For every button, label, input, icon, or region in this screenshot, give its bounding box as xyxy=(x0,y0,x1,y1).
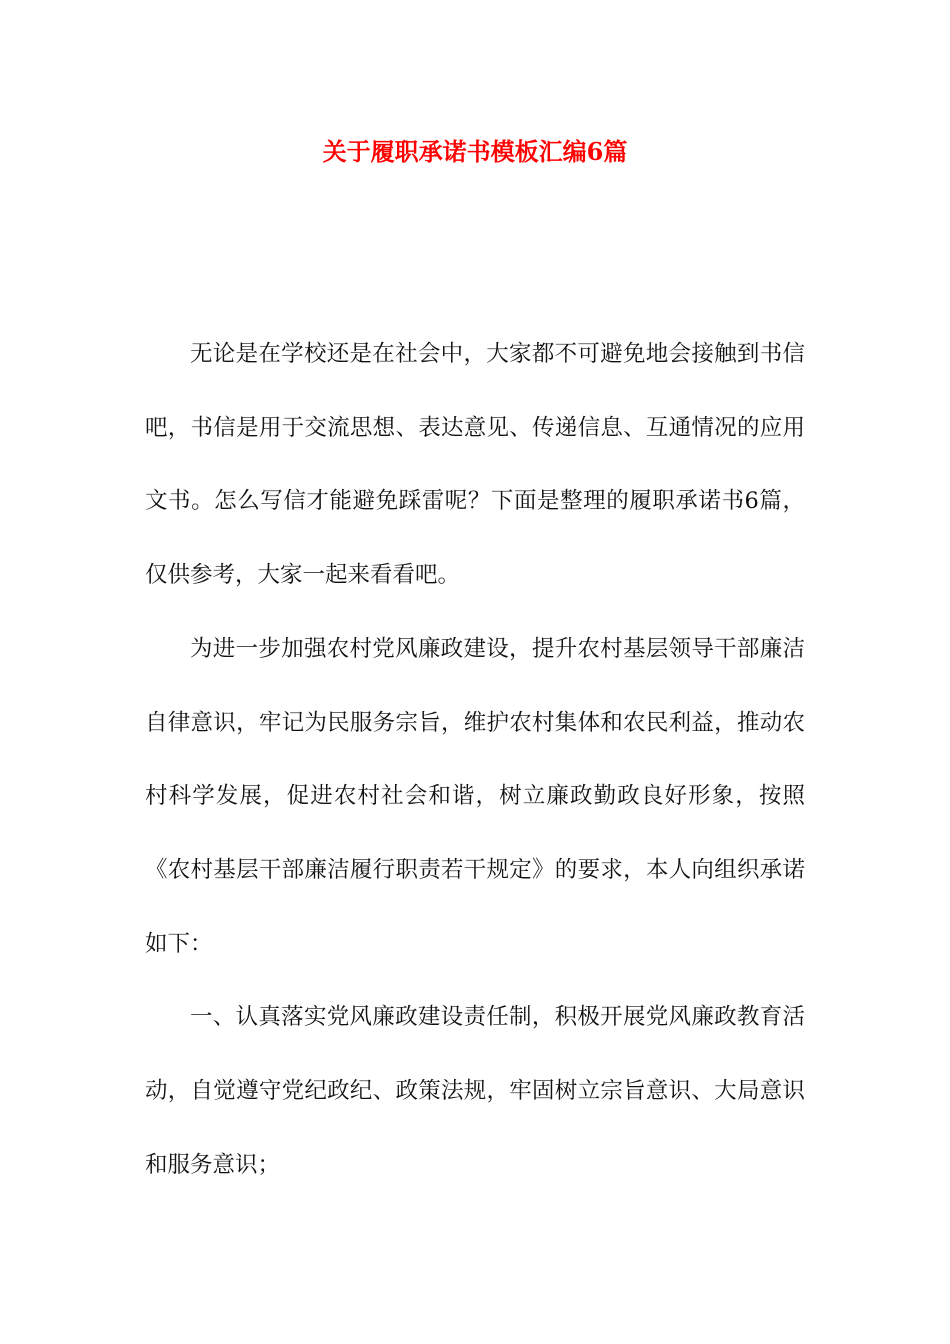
document-body xyxy=(145,318,805,1202)
paragraph-commitment-1: 一、认真落实党风廉政建设责任制，积极开展党风廉政教育活动，自觉遵守党纪政纪、政策法规，牢固树立宗旨意识、大局意识和服务意识； xyxy=(145,1004,805,1178)
paragraph-intro: 无论是在学校还是在社会中，大家都不可避免地会接触到书信吧，书信是用于交流思想、表达意见、传递信息、互通情况的应用文书。怎么写信才能避免踩雷呢？下面是整理的履职承诺书6篇，仅供参考，大家一起来看看吧。 xyxy=(145,341,805,589)
document-title: 关于履职承诺书模板汇编6篇 xyxy=(322,137,628,166)
paragraph-purpose: 为进一步加强农村党风廉政建设，提升农村基层领导干部廉洁自律意识，牢记为民服务宗旨，维护农村集体和农民利益，推动农村科学发展，促进农村社会和谐，树立廉政勤政良好形象，按照《农村基层干部廉洁履行职责若干规定》的要求，本人向组织承诺如下： xyxy=(145,635,805,957)
